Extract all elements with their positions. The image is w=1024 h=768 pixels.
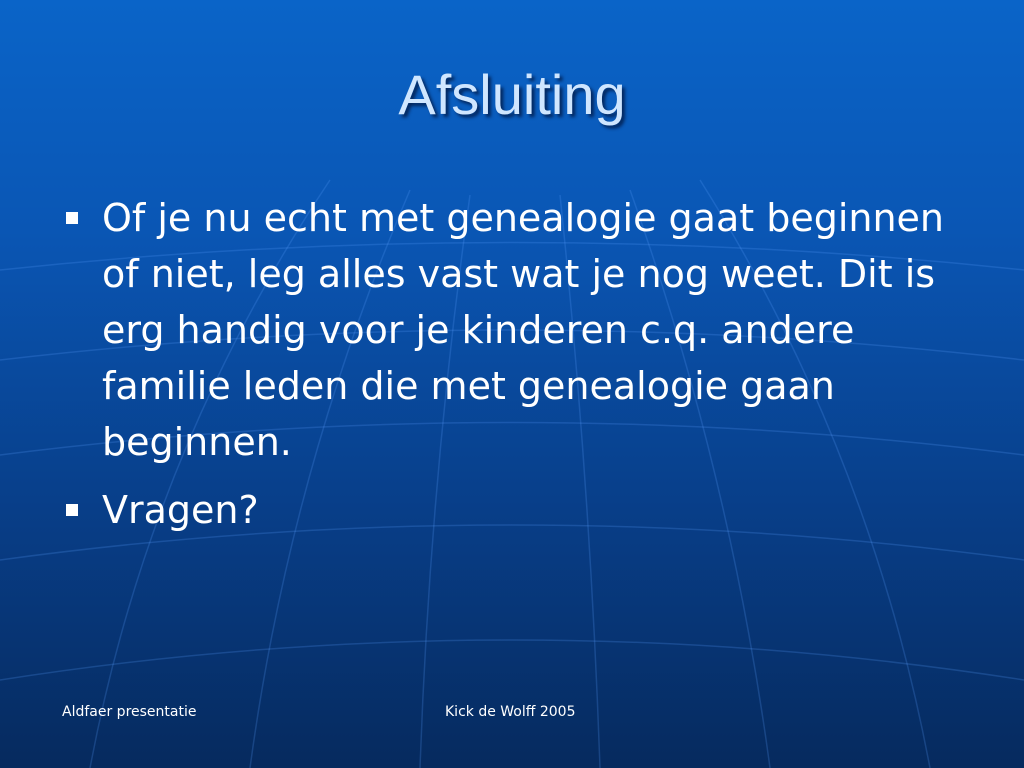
footer-center-text: Kick de Wolff 2005 bbox=[445, 704, 576, 720]
bullet-text: Vragen? bbox=[102, 488, 259, 532]
bullet-item bbox=[60, 482, 980, 538]
footer-left-text: Aldfaer presentatie bbox=[62, 704, 197, 720]
slide-title: Afsluiting bbox=[398, 63, 626, 126]
bullet-list bbox=[60, 190, 980, 550]
bullet-item bbox=[60, 190, 980, 470]
square-bullet-icon bbox=[66, 212, 78, 224]
bullet-text: Of je nu echt met genealogie gaat beginnen of niet, leg alles vast wat je nog weet. Dit is erg handig voor je kinderen c.q. andere familie leden die met genealogie gaan beginnen. bbox=[102, 196, 945, 464]
square-bullet-icon bbox=[66, 504, 78, 516]
